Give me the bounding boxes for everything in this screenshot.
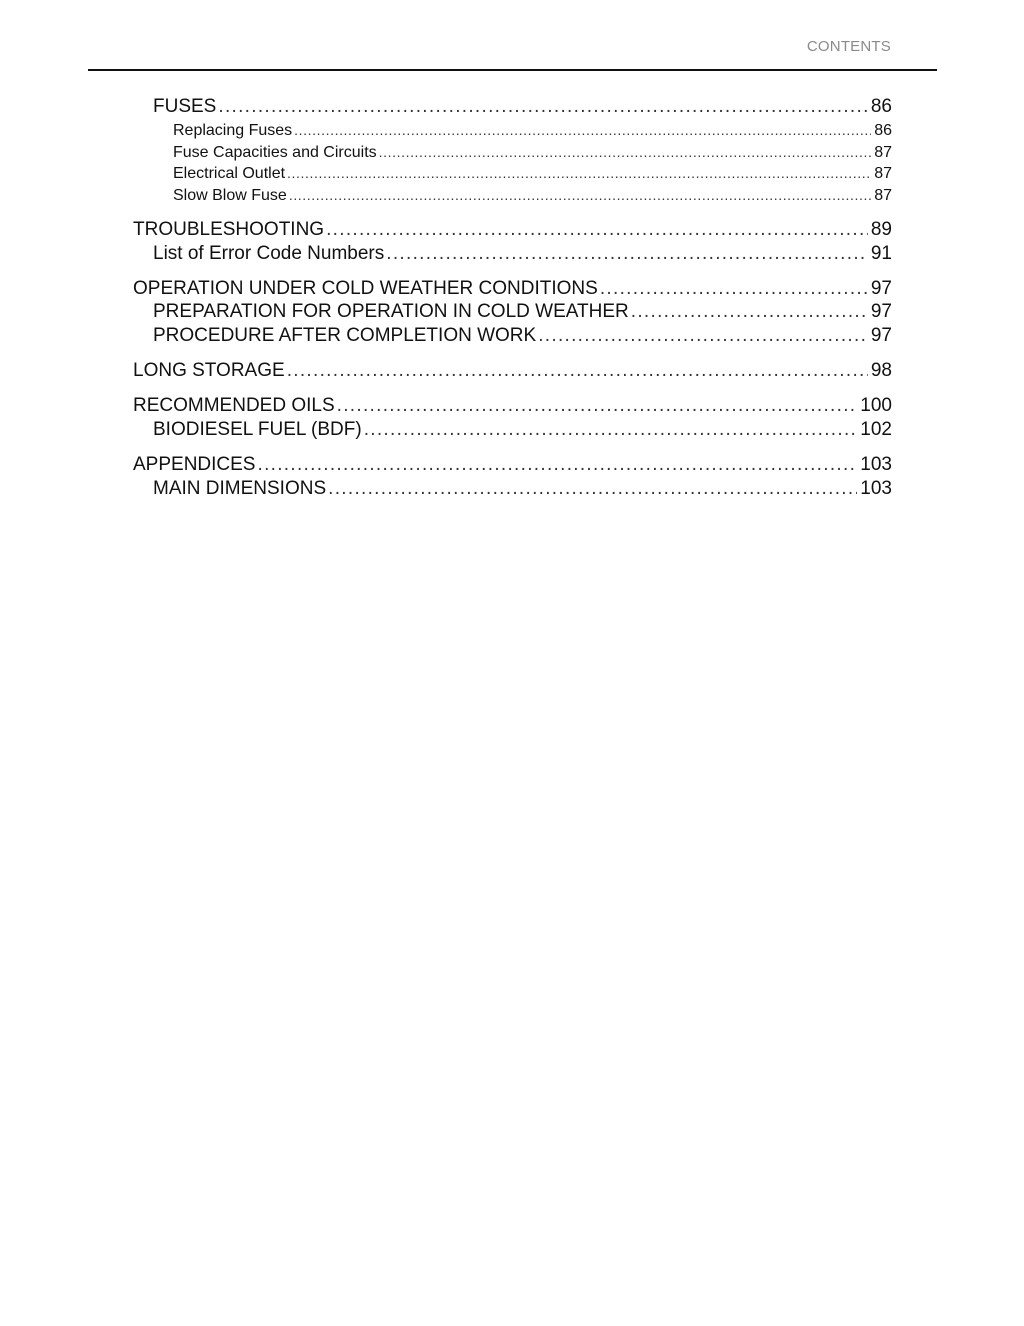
dot-leader <box>379 144 872 160</box>
toc-entry-page: 102 <box>860 419 892 440</box>
toc-entry-label: RECOMMENDED OILS <box>133 395 335 416</box>
toc-entry-replacing-fuses[interactable] <box>173 122 892 140</box>
toc-entry-fuse-capacities[interactable] <box>173 144 892 162</box>
dot-leader <box>289 187 871 203</box>
toc-entry-fuses[interactable] <box>153 96 892 118</box>
toc-entry-procedure-after-work[interactable] <box>153 325 892 347</box>
toc-entry-appendices[interactable] <box>133 454 892 476</box>
toc-entry-label: BIODIESEL FUEL (BDF) <box>153 419 362 440</box>
dot-leader <box>386 243 868 265</box>
toc-entry-page: 87 <box>874 144 892 161</box>
dot-leader <box>257 454 857 476</box>
toc-entry-page: 97 <box>870 325 892 346</box>
dot-leader <box>631 301 868 323</box>
toc-entry-error-codes[interactable] <box>153 243 892 265</box>
toc-entry-label: List of Error Code Numbers <box>153 243 385 264</box>
page-header-title: CONTENTS <box>806 38 891 55</box>
toc-entry-label: PROCEDURE AFTER COMPLETION WORK <box>153 325 537 346</box>
toc-entry-cold-weather[interactable] <box>133 278 892 300</box>
dot-leader <box>294 122 871 138</box>
toc-entry-biodiesel-fuel[interactable] <box>153 419 892 441</box>
dot-leader <box>600 278 868 300</box>
toc-entry-page: 87 <box>874 187 892 204</box>
dot-leader <box>326 219 868 241</box>
toc-entry-long-storage[interactable] <box>133 360 892 382</box>
toc-entry-label: OPERATION UNDER COLD WEATHER CONDITIONS <box>133 278 598 299</box>
toc-entry-page: 98 <box>870 360 892 381</box>
toc-entry-label: FUSES <box>153 96 217 117</box>
toc-entry-page: 89 <box>870 219 892 240</box>
toc-entry-page: 97 <box>870 278 892 299</box>
toc-entry-label: Fuse Capacities and Circuits <box>173 144 377 161</box>
toc-entry-label: Slow Blow Fuse <box>173 187 287 204</box>
dot-leader <box>364 419 858 441</box>
toc-entry-page: 97 <box>870 301 892 322</box>
dot-leader <box>287 165 871 181</box>
toc-entry-page: 100 <box>860 395 892 416</box>
toc-entry-label: LONG STORAGE <box>133 360 285 381</box>
toc-entry-page: 87 <box>874 165 892 182</box>
toc-entry-page: 103 <box>860 454 892 475</box>
toc-entry-slow-blow-fuse[interactable] <box>173 187 892 205</box>
toc-entry-troubleshooting[interactable] <box>133 219 892 241</box>
toc-entry-recommended-oils[interactable] <box>133 395 892 417</box>
toc-entry-label: MAIN DIMENSIONS <box>153 478 327 499</box>
toc-entry-label: Electrical Outlet <box>173 165 286 182</box>
toc-entry-cold-weather-prep[interactable] <box>153 301 892 323</box>
header-divider <box>88 69 937 71</box>
toc-entry-page: 86 <box>874 122 892 139</box>
toc-entry-page: 103 <box>860 478 892 499</box>
toc-entry-page: 91 <box>870 243 892 264</box>
toc-entry-main-dimensions[interactable] <box>153 478 892 500</box>
toc-entry-label: APPENDICES <box>133 454 256 475</box>
toc-entry-page: 86 <box>870 96 892 117</box>
dot-leader <box>337 395 858 417</box>
toc-entry-label: PREPARATION FOR OPERATION IN COLD WEATHER <box>153 301 629 322</box>
toc-entry-label: Replacing Fuses <box>173 122 293 139</box>
dot-leader <box>218 96 868 118</box>
toc-entry-label: TROUBLESHOOTING <box>133 219 325 240</box>
dot-leader <box>287 360 868 382</box>
dot-leader <box>538 325 868 347</box>
toc-entry-electrical-outlet[interactable] <box>173 165 892 183</box>
dot-leader <box>328 478 857 500</box>
